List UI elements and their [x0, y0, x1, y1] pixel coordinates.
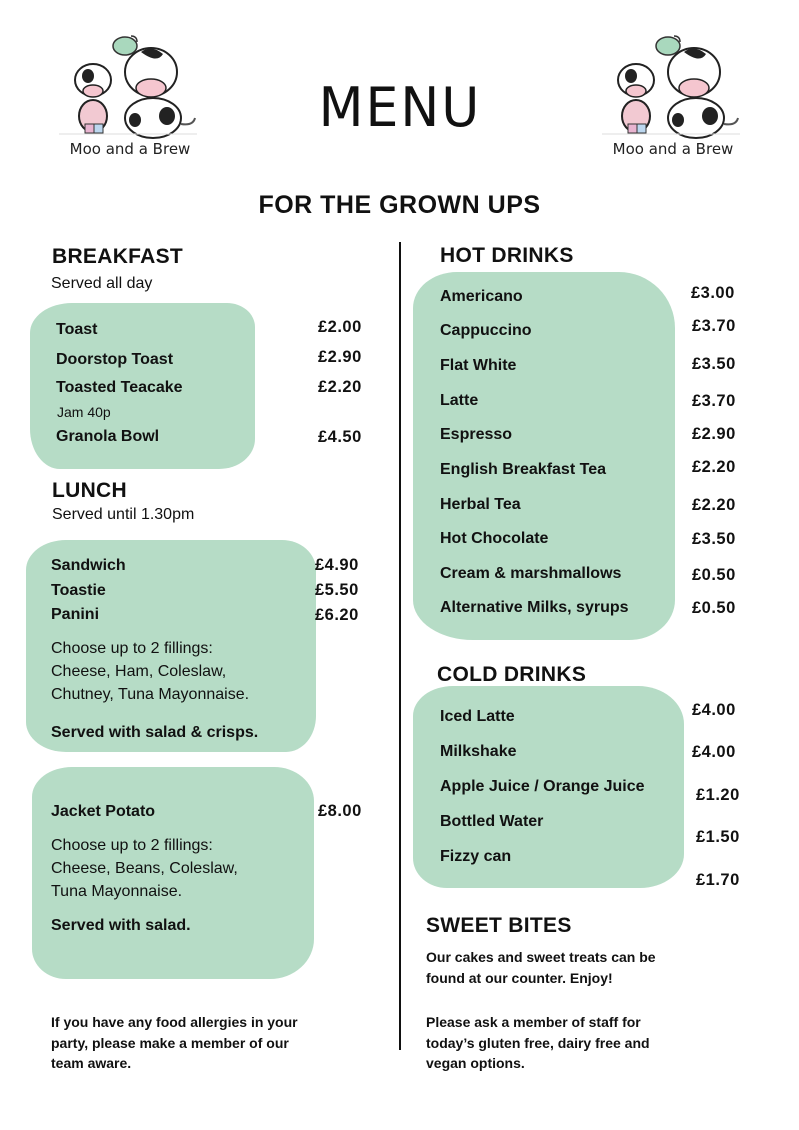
fillings-line: Choose up to 2 fillings: — [51, 640, 213, 657]
menu-item-name: Apple Juice / Orange Juice — [440, 778, 645, 795]
menu-item-price: £2.20 — [318, 378, 362, 396]
fillings-line: Tuna Mayonnaise. — [51, 883, 183, 900]
menu-item-name: Alternative Milks, syrups — [440, 599, 629, 616]
logo-left — [55, 28, 205, 168]
menu-item-price: £1.20 — [696, 786, 740, 804]
logo-text: Moo and a Brew — [612, 140, 734, 158]
menu-item-price: £5.50 — [315, 581, 359, 599]
menu-item-price: £8.00 — [318, 802, 362, 820]
dietary-note-line: vegan options. — [426, 1055, 525, 1071]
menu-item-name: Toast — [56, 321, 98, 338]
menu-item-price: £0.50 — [692, 599, 736, 617]
breakfast-heading: BREAKFAST — [52, 245, 184, 268]
menu-item-price: £2.00 — [318, 318, 362, 336]
logo-text: Moo and a Brew — [69, 140, 191, 158]
fillings-line: Chutney, Tuna Mayonnaise. — [51, 686, 250, 703]
menu-item-price: £1.70 — [696, 871, 740, 889]
sweet-bites-text — [426, 947, 656, 988]
menu-item-price: £3.70 — [692, 392, 736, 410]
menu-item-name: Toasted Teacake — [56, 379, 183, 396]
lunch-fillings — [51, 637, 249, 706]
menu-item-name: Granola Bowl — [56, 428, 160, 445]
lunch-heading: LUNCH — [52, 479, 127, 502]
menu-item-name: Latte — [440, 392, 479, 409]
allergy-note — [51, 1012, 298, 1074]
menu-item-price: £2.90 — [692, 425, 736, 443]
menu-item-price: £2.20 — [692, 458, 736, 476]
menu-item-price: £3.50 — [692, 355, 736, 373]
sweet-bites-line: Our cakes and sweet treats can be — [426, 949, 656, 965]
menu-item-price: £0.50 — [692, 566, 736, 584]
cold-drinks-heading: COLD DRINKS — [437, 663, 587, 686]
menu-item-price: £4.90 — [315, 556, 359, 574]
menu-item-name: Panini — [51, 606, 100, 623]
menu-item-name: Toastie — [51, 582, 106, 599]
menu-item-price: £2.20 — [692, 496, 736, 514]
menu-item-extra: Jam 40p — [57, 404, 111, 420]
menu-item-name: Iced Latte — [440, 708, 515, 725]
cow-illustration-icon — [55, 28, 205, 140]
menu-item-name: Herbal Tea — [440, 496, 521, 513]
sweet-bites-heading: SWEET BITES — [426, 914, 572, 937]
allergy-note-line: team aware. — [51, 1055, 132, 1071]
menu-item-name: Hot Chocolate — [440, 530, 549, 547]
menu-item-name: Milkshake — [440, 743, 517, 760]
menu-item-price: £3.70 — [692, 317, 736, 335]
menu-item-name: Cream & marshmallows — [440, 565, 622, 582]
menu-item-name: Americano — [440, 288, 523, 305]
lunch-served-with: Served with salad & crisps. — [51, 724, 259, 741]
dietary-note-line: Please ask a member of staff for — [426, 1014, 641, 1030]
menu-item-name: Espresso — [440, 426, 513, 443]
menu-item-price: £4.00 — [692, 743, 736, 761]
menu-item-price: £6.20 — [315, 606, 359, 624]
allergy-note-line: If you have any food allergies in your — [51, 1014, 298, 1030]
page-subtitle: FOR THE GROWN UPS — [258, 191, 541, 219]
menu-item-price: £2.90 — [318, 348, 362, 366]
column-divider — [399, 242, 401, 1050]
menu-item-price: £4.50 — [318, 428, 362, 446]
dietary-note — [426, 1012, 650, 1074]
menu-item-name: Fizzy can — [440, 848, 512, 865]
menu-item-name: English Breakfast Tea — [440, 461, 606, 478]
dietary-note-line: today’s gluten free, dairy free and — [426, 1034, 650, 1051]
fillings-line: Choose up to 2 fillings: — [51, 837, 213, 854]
menu-item-price: £3.50 — [692, 530, 736, 548]
menu-item-name: Sandwich — [51, 557, 126, 574]
menu-item-name: Flat White — [440, 357, 517, 374]
menu-item-name: Doorstop Toast — [56, 351, 174, 368]
breakfast-note: Served all day — [51, 275, 153, 292]
logo-right — [598, 28, 748, 168]
page-title: MENU — [318, 76, 482, 140]
jacket-fillings — [51, 834, 238, 903]
jacket-served-with: Served with salad. — [51, 917, 191, 934]
sweet-bites-line: found at our counter. Enjoy! — [426, 969, 613, 986]
lunch-note: Served until 1.30pm — [52, 506, 195, 523]
hot-drinks-heading: HOT DRINKS — [440, 244, 574, 267]
fillings-line: Cheese, Beans, Coleslaw, — [51, 860, 238, 877]
menu-item-name: Cappuccino — [440, 322, 532, 339]
menu-item-price: £4.00 — [692, 701, 736, 719]
cow-illustration-icon — [598, 28, 748, 140]
menu-item-name: Bottled Water — [440, 813, 544, 830]
menu-item-price: £3.00 — [691, 284, 735, 302]
fillings-line: Cheese, Ham, Coleslaw, — [51, 663, 227, 680]
menu-item-price: £1.50 — [696, 828, 740, 846]
menu-item-name: Jacket Potato — [51, 803, 156, 820]
allergy-note-line: party, please make a member of our — [51, 1034, 289, 1051]
